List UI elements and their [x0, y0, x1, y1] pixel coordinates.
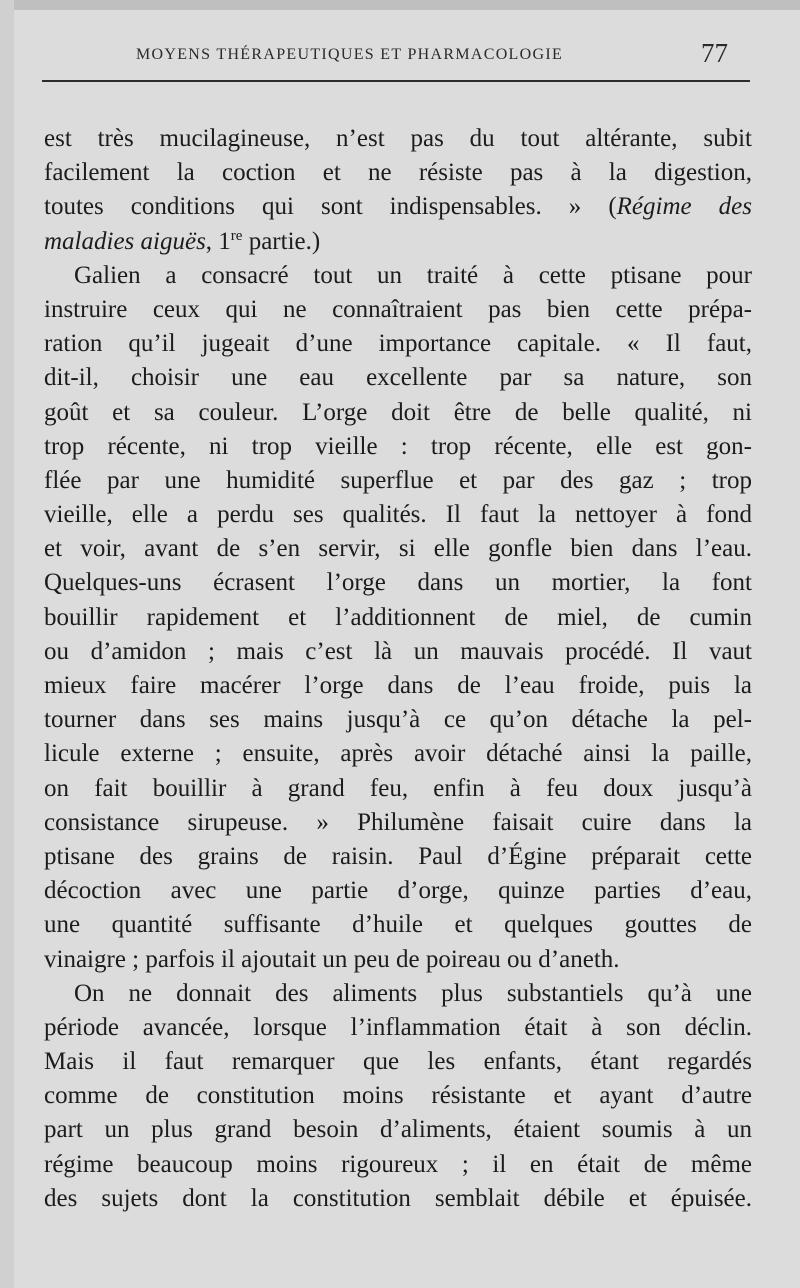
text-line: vinaigre ; parfois il ajoutait un peu de poireau ou d’aneth.: [44, 945, 620, 973]
text-line: décoction avec une partie d’orge, quinze parties d’eau,: [44, 877, 752, 905]
text-line: ration qu’il jugeait d’une importance capitale. « Il faut,: [44, 330, 752, 358]
text-run: partie.): [242, 227, 321, 255]
text-line: comme de constitution moins résistante et ayant d’autre: [44, 1082, 752, 1110]
text-line: ptisane des grains de raisin. Paul d’Égine préparait cette: [44, 842, 752, 870]
text-line: ou d’amidon ; mais c’est là un mauvais procédé. Il vaut: [44, 637, 752, 665]
text-line: période avancée, lorsque l’inflammation était à son déclin.: [44, 1013, 752, 1041]
text-line: mieux faire macérer l’orge dans de l’eau froide, puis la: [44, 672, 752, 699]
text-line: on fait bouillir à grand feu, enfin à feu doux jusqu’à: [44, 774, 752, 802]
header-rule: [42, 80, 750, 82]
text-line: dit-il, choisir une eau excellente par sa nature, son: [44, 364, 752, 392]
text-line: Mais il faut remarquer que les enfants, étant regardés: [44, 1048, 752, 1076]
text-line: consistance sirupeuse. » Philumène faisait cuire dans la: [44, 808, 752, 836]
text-run: , 1: [205, 227, 231, 255]
text-line: [44, 225, 752, 259]
text-line: trop récente, ni trop vieille : trop récente, elle est gon-: [44, 432, 752, 460]
text-line: des sujets dont la constitution semblait débile et épuisée.: [44, 1184, 752, 1212]
text-line: instruire ceux qui ne connaîtraient pas bien cette prépa-: [44, 295, 752, 323]
body-text: [44, 122, 752, 1216]
text-line: goût et sa couleur. L’orge doit être de belle qualité, ni: [44, 398, 752, 426]
superscript: re: [230, 227, 243, 244]
text-line: On ne donnait des aliments plus substantiels qu’à une: [74, 979, 752, 1007]
running-title: MOYENS THÉRAPEUTIQUES ET PHARMACOLOGIE: [136, 46, 564, 63]
text-line: Quelques-uns écrasent l’orge dans un mortier, la font: [44, 569, 752, 597]
text-line: facilement la coction et ne résiste pas à la digestion,: [44, 159, 752, 187]
text-line: régime beaucoup moins rigoureux ; il en était de même: [44, 1150, 752, 1178]
text-line: est très mucilagineuse, n’est pas du tout altérante, subit: [44, 125, 752, 152]
text-line: flée par une humidité superflue et par des gaz ; trop: [44, 466, 752, 494]
text-line: part un plus grand besoin d’aliments, étaient soumis à un: [44, 1116, 752, 1144]
page-number: 77: [701, 38, 728, 68]
italic-run: maladies aiguës: [44, 227, 206, 255]
text-line: une quantité suffisante d’huile et quelques gouttes de: [44, 911, 752, 939]
text-line: licule externe ; ensuite, après avoir détaché ainsi la paille,: [44, 740, 752, 768]
text-line: bouillir rapidement et l’additionnent de miel, de cumin: [44, 603, 752, 631]
text-line: tourner dans ses mains jusqu’à ce qu’on détache la pel-: [44, 706, 752, 734]
running-head: [42, 38, 752, 70]
scan-edge-left: [0, 0, 14, 1288]
text-line: [44, 190, 752, 224]
text-line: et voir, avant de s’en servir, si elle gonfle bien dans l’eau.: [44, 535, 752, 563]
text-line: vieille, elle a perdu ses qualités. Il faut la nettoyer à fond: [44, 501, 752, 529]
scan-edge-top: [0, 0, 800, 10]
text-run: toutes conditions qui sont indispensables. » (: [44, 193, 617, 221]
text-line: Galien a consacré tout un traité à cette ptisane pour: [74, 261, 752, 289]
italic-run: Régime des: [616, 193, 752, 221]
